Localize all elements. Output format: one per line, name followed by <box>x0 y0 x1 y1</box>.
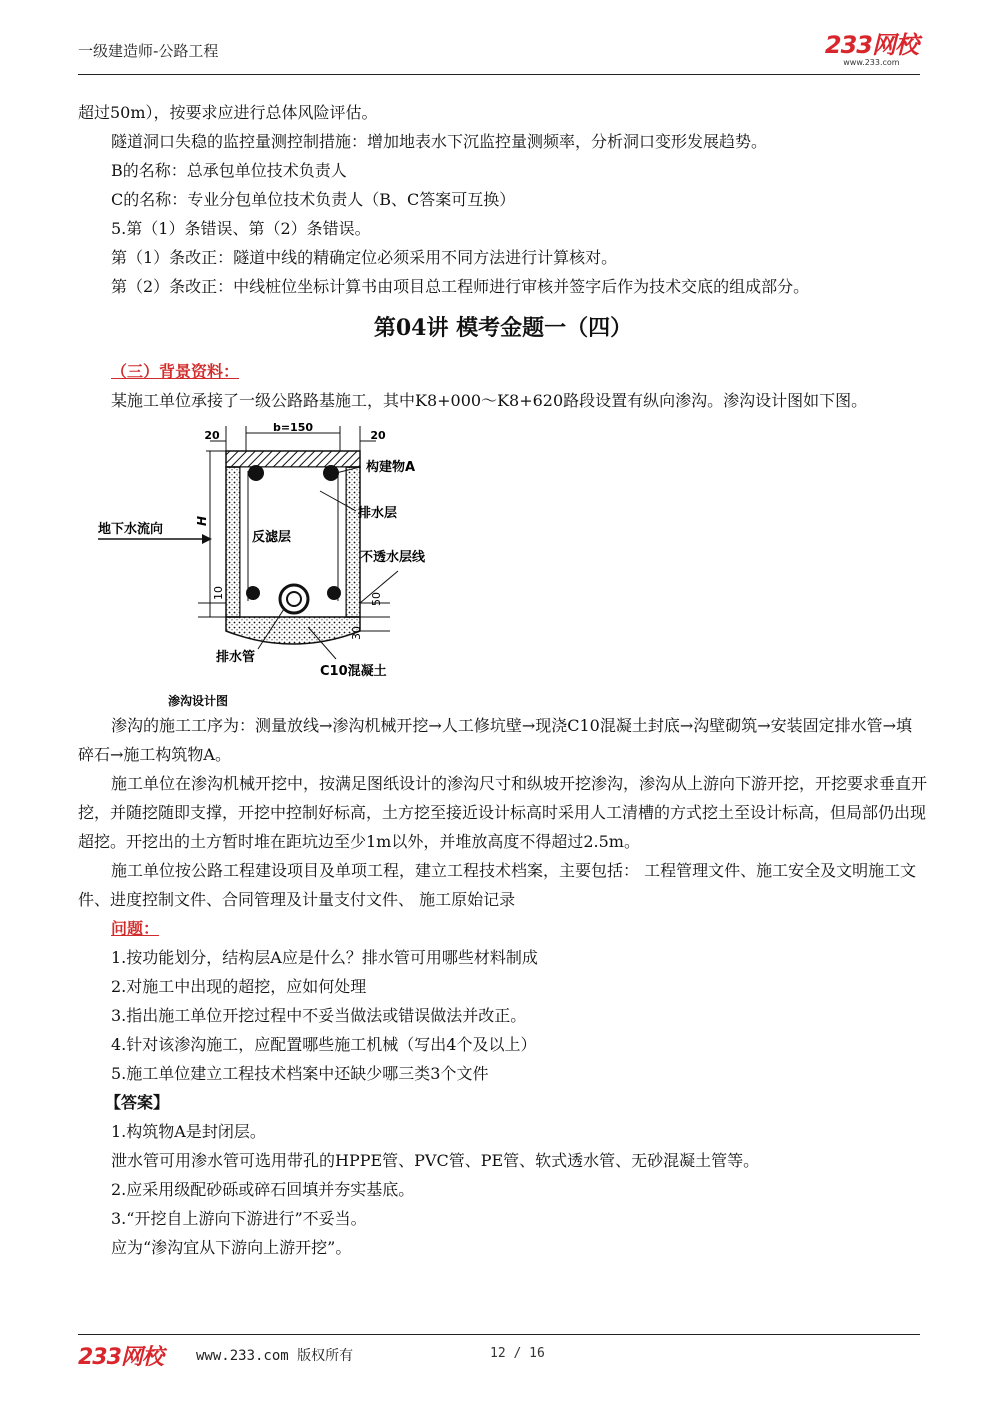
questions-label: 问题： <box>111 919 160 938</box>
intro-line: 超过50m），按要求应进行总体风险评估。 <box>78 103 378 122</box>
left-wall <box>226 467 240 617</box>
label-impervious-line: 不透水层线 <box>360 550 426 565</box>
procedure-paragraph: 渗沟的施工工序为：测量放线→渗沟机械开挖→人工修坑壁→现浇C10混凝土封底→沟壁砌筑→安装固定排水管→填碎石→施工构筑物A。 <box>78 716 913 764</box>
intro-line: C的名称：专业分包单位技术负责人（B、C答案可互换） <box>111 190 516 209</box>
excavation-paragraph: 施工单位在渗沟机械开挖中，按满足图纸设计的渗沟尺寸和纵坡开挖渗沟，渗沟从上游向下游开挖，开挖要求垂直开挖，并随挖随即支撑，开挖中控制好标高，土方挖至接近设计标高时采用人工清槽的方式挖土至设计标高，但局部仍出现超挖。开挖出的土方暂时堆在距坑边至少1m以外，并堆放高度不得超过2.5m。 <box>78 774 928 851</box>
stone <box>246 586 260 600</box>
sealing-layer-a <box>226 451 360 467</box>
label-flow: 地下水流向 <box>98 522 164 537</box>
seepage-ditch-figure <box>98 421 498 711</box>
label-c10-concrete: C10混凝土 <box>320 664 387 679</box>
stone <box>327 586 341 600</box>
page-header <box>78 31 920 74</box>
label-drain-layer: 排水层 <box>358 506 398 521</box>
answer-item: 3.“开挖自上游向下游进行”不妥当。 <box>111 1209 367 1228</box>
question-item: 2.对施工中出现的超挖，应如何处理 <box>111 977 367 996</box>
header-title: 一级建造师-公路工程 <box>78 42 219 60</box>
label-filter-layer: 反滤层 <box>252 530 292 545</box>
label-b: b=150 <box>272 421 314 434</box>
label-dim-30: 30 <box>350 626 363 640</box>
label-drain-pipe: 排水管 <box>216 650 256 665</box>
label-dim-20-left: 20 <box>204 429 220 442</box>
page-number: 12 / 16 <box>490 1346 545 1361</box>
question-item: 3.指出施工单位开挖过程中不妥当做法或错误做法并改正。 <box>111 1006 527 1025</box>
question-item: 1.按功能划分，结构层A应是什么？排水管可用哪些材料制成 <box>111 948 538 967</box>
figure-caption: 渗沟设计图 <box>168 694 229 708</box>
header-divider <box>78 74 920 75</box>
answer-item: 应为“渗沟宜从下游向上游开挖”。 <box>111 1238 352 1257</box>
background-label: （三）背景资料： <box>111 362 240 381</box>
c10-concrete-base <box>226 617 360 644</box>
question-item: 5.施工单位建立工程技术档案中还缺少哪三类3个文件 <box>111 1064 489 1083</box>
answer-item: 2.应采用级配砂砾或碎石回填并夯实基底。 <box>111 1180 415 1199</box>
answer-label: 【答案】 <box>105 1093 170 1112</box>
right-wall <box>346 467 360 617</box>
footer-copyright: www.233.com 版权所有 <box>196 1348 354 1364</box>
intro-line: B的名称：总承包单位技术负责人 <box>111 161 347 180</box>
intro-line: 第（2）条改正：中线桩位坐标计算书由项目总工程师进行审核并签字后作为技术交底的组成部分。 <box>111 277 810 296</box>
document-body <box>78 98 928 1262</box>
footer-logo[interactable]: 233网校 <box>78 1345 163 1370</box>
header-logo-url: www.233.com <box>843 58 900 67</box>
label-structure-a: 构建物A <box>366 460 416 475</box>
seepage-ditch-diagram <box>98 421 498 711</box>
label-dim-20-right: 20 <box>370 429 386 442</box>
label-dim-50: 50 <box>370 592 383 606</box>
question-item: 4.针对该渗沟施工，应配置哪些施工机械（写出4个及以上） <box>111 1035 537 1054</box>
background-text: 某施工单位承接了一级公路路基施工，其中K8+000～K8+620路段设置有纵向渗沟。渗沟设计图如下图。 <box>111 391 868 410</box>
header-logo-text: 233网校 <box>824 31 918 59</box>
intro-line: 5.第（1）条错误、第（2）条错误。 <box>111 219 371 238</box>
footer-divider <box>78 1334 920 1335</box>
label-h: H <box>195 515 209 527</box>
archive-paragraph: 施工单位按公路工程建设项目及单项工程，建立工程技术档案，主要包括： 工程管理文件、施工安全及文明施工文件、进度控制文件、合同管理及计量支付文件、 施工原始记录 <box>78 861 917 909</box>
lecture-title: 第04讲 模考金题一（四） <box>373 315 633 341</box>
answer-item: 1.构筑物A是封闭层。 <box>111 1122 266 1141</box>
label-dim-10: 10 <box>212 586 225 600</box>
page-footer <box>78 1342 920 1372</box>
intro-line: 第（1）条改正：隧道中线的精确定位必须采用不同方法进行计算核对。 <box>111 248 618 267</box>
intro-line: 隧道洞口失稳的监控量测控制措施：增加地表水下沉监控量测频率，分析洞口变形发展趋势。 <box>111 132 768 151</box>
header-logo[interactable] <box>825 32 918 67</box>
answer-item: 泄水管可用渗水管可选用带孔的HPPE管、PVC管、PE管、软式透水管、无砂混凝土管等。 <box>111 1151 760 1170</box>
stone <box>248 465 264 481</box>
